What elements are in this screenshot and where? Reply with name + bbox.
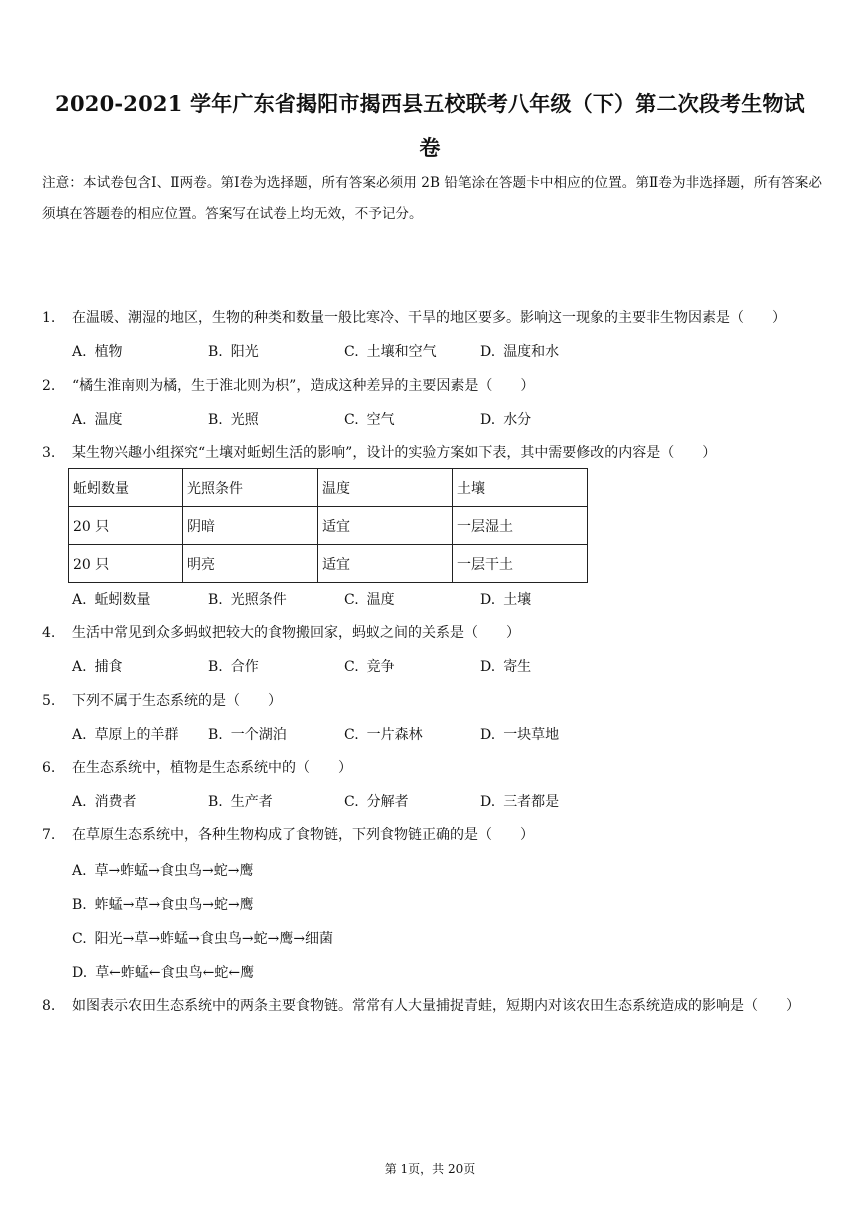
question-text: 下列不属于生态系统的是（ ） <box>72 693 282 709</box>
question-number: 5. <box>42 693 56 709</box>
option-b: B. 光照 <box>208 412 259 428</box>
question-text: 生活中常见到众多蚂蚁把较大的食物搬回家，蚂蚁之间的关系是（ ） <box>72 625 520 641</box>
option-a: A. 温度 <box>72 412 123 428</box>
question-text: 在草原生态系统中，各种生物构成了食物链，下列食物链正确的是（ ） <box>72 827 534 843</box>
option-a: A. 草→蚱蜢→食虫鸟→蛇→鹰 <box>72 863 254 879</box>
exam-note: 注意：本试卷包含Ⅰ、Ⅱ两卷。第Ⅰ卷为选择题，所有答案必须用 2B 铅笔涂在答题卡中相应的位置。第Ⅱ卷为非选择题，所有答案必须填在答题卷的相应位置。答案写在试卷上均无效，不予记分。 <box>42 175 822 222</box>
question-number: 3. <box>42 445 56 461</box>
option-b: B. 生产者 <box>208 794 273 810</box>
option-d: D. 土壤 <box>480 592 532 608</box>
question-text: 在温暖、潮湿的地区，生物的种类和数量一般比寒冷、干旱的地区要多。影响这一现象的主要非生物因素是（ ） <box>72 310 786 326</box>
table-header-cell: 蚯蚓数量 <box>69 469 183 507</box>
question-number: 1. <box>42 310 56 326</box>
option-b: B. 一个湖泊 <box>208 727 287 743</box>
experiment-table <box>68 468 588 583</box>
option-d: D. 草←蚱蜢←食虫鸟←蛇←鹰 <box>72 965 255 981</box>
option-d: D. 水分 <box>480 412 532 428</box>
table-header-cell: 温度 <box>318 469 453 507</box>
question-text: 如图表示农田生态系统中的两条主要食物链。常常有人大量捕捉青蛙，短期内对该农田生态系统造成的影响是（ ） <box>72 998 800 1014</box>
table-cell: 一层干土 <box>453 545 588 583</box>
question-text: “橘生淮南则为橘，生于淮北则为枳”，造成这种差异的主要因素是（ ） <box>72 378 535 394</box>
option-b: B. 蚱蜢→草→食虫鸟→蛇→鹰 <box>72 897 254 913</box>
table-row <box>69 507 588 545</box>
option-c: C. 土壤和空气 <box>344 344 437 360</box>
option-c: C. 空气 <box>344 412 395 428</box>
question-number: 4. <box>42 625 56 641</box>
table-row <box>69 545 588 583</box>
table-cell: 适宜 <box>318 545 453 583</box>
exam-title-line1: 2020-2021 学年广东省揭阳市揭西县五校联考八年级（下）第二次段考生物试 <box>55 91 805 116</box>
table-header-row <box>69 469 588 507</box>
option-a: A. 蚯蚓数量 <box>72 592 151 608</box>
option-c: C. 竞争 <box>344 659 395 675</box>
option-a: A. 草原上的羊群 <box>72 727 179 743</box>
table-cell: 20 只 <box>69 545 183 583</box>
question-text: 某生物兴趣小组探究“土壤对蚯蚓生活的影响”，设计的实验方案如下表，其中需要修改的内容是（ ） <box>72 445 717 461</box>
table-header-cell: 土壤 <box>453 469 588 507</box>
option-b: B. 合作 <box>208 659 259 675</box>
question-number: 7. <box>42 827 56 843</box>
option-c: C. 分解者 <box>344 794 409 810</box>
option-b: B. 阳光 <box>208 344 259 360</box>
question-text: 在生态系统中，植物是生态系统中的（ ） <box>72 760 352 776</box>
question-number: 6. <box>42 760 56 776</box>
table-cell: 一层湿土 <box>453 507 588 545</box>
exam-title <box>30 82 830 170</box>
question-number: 2. <box>42 378 56 394</box>
table-header-cell: 光照条件 <box>183 469 318 507</box>
page-footer: 第 1页，共 20页 <box>384 1162 476 1176</box>
table-cell: 阴暗 <box>183 507 318 545</box>
option-c: C. 阳光→草→蚱蜢→食虫鸟→蛇→鹰→细菌 <box>72 931 334 947</box>
table-cell: 明亮 <box>183 545 318 583</box>
option-b: B. 光照条件 <box>208 592 287 608</box>
table-cell: 适宜 <box>318 507 453 545</box>
question-number: 8. <box>42 998 56 1014</box>
option-a: A. 捕食 <box>72 659 123 675</box>
option-c: C. 温度 <box>344 592 395 608</box>
option-a: A. 消费者 <box>72 794 137 810</box>
option-d: D. 一块草地 <box>480 727 560 743</box>
option-c: C. 一片森林 <box>344 727 423 743</box>
option-a: A. 植物 <box>72 344 123 360</box>
option-d: D. 三者都是 <box>480 794 560 810</box>
option-d: D. 温度和水 <box>480 344 560 360</box>
table-cell: 20 只 <box>69 507 183 545</box>
option-d: D. 寄生 <box>480 659 532 675</box>
exam-title-line2: 卷 <box>419 135 441 160</box>
